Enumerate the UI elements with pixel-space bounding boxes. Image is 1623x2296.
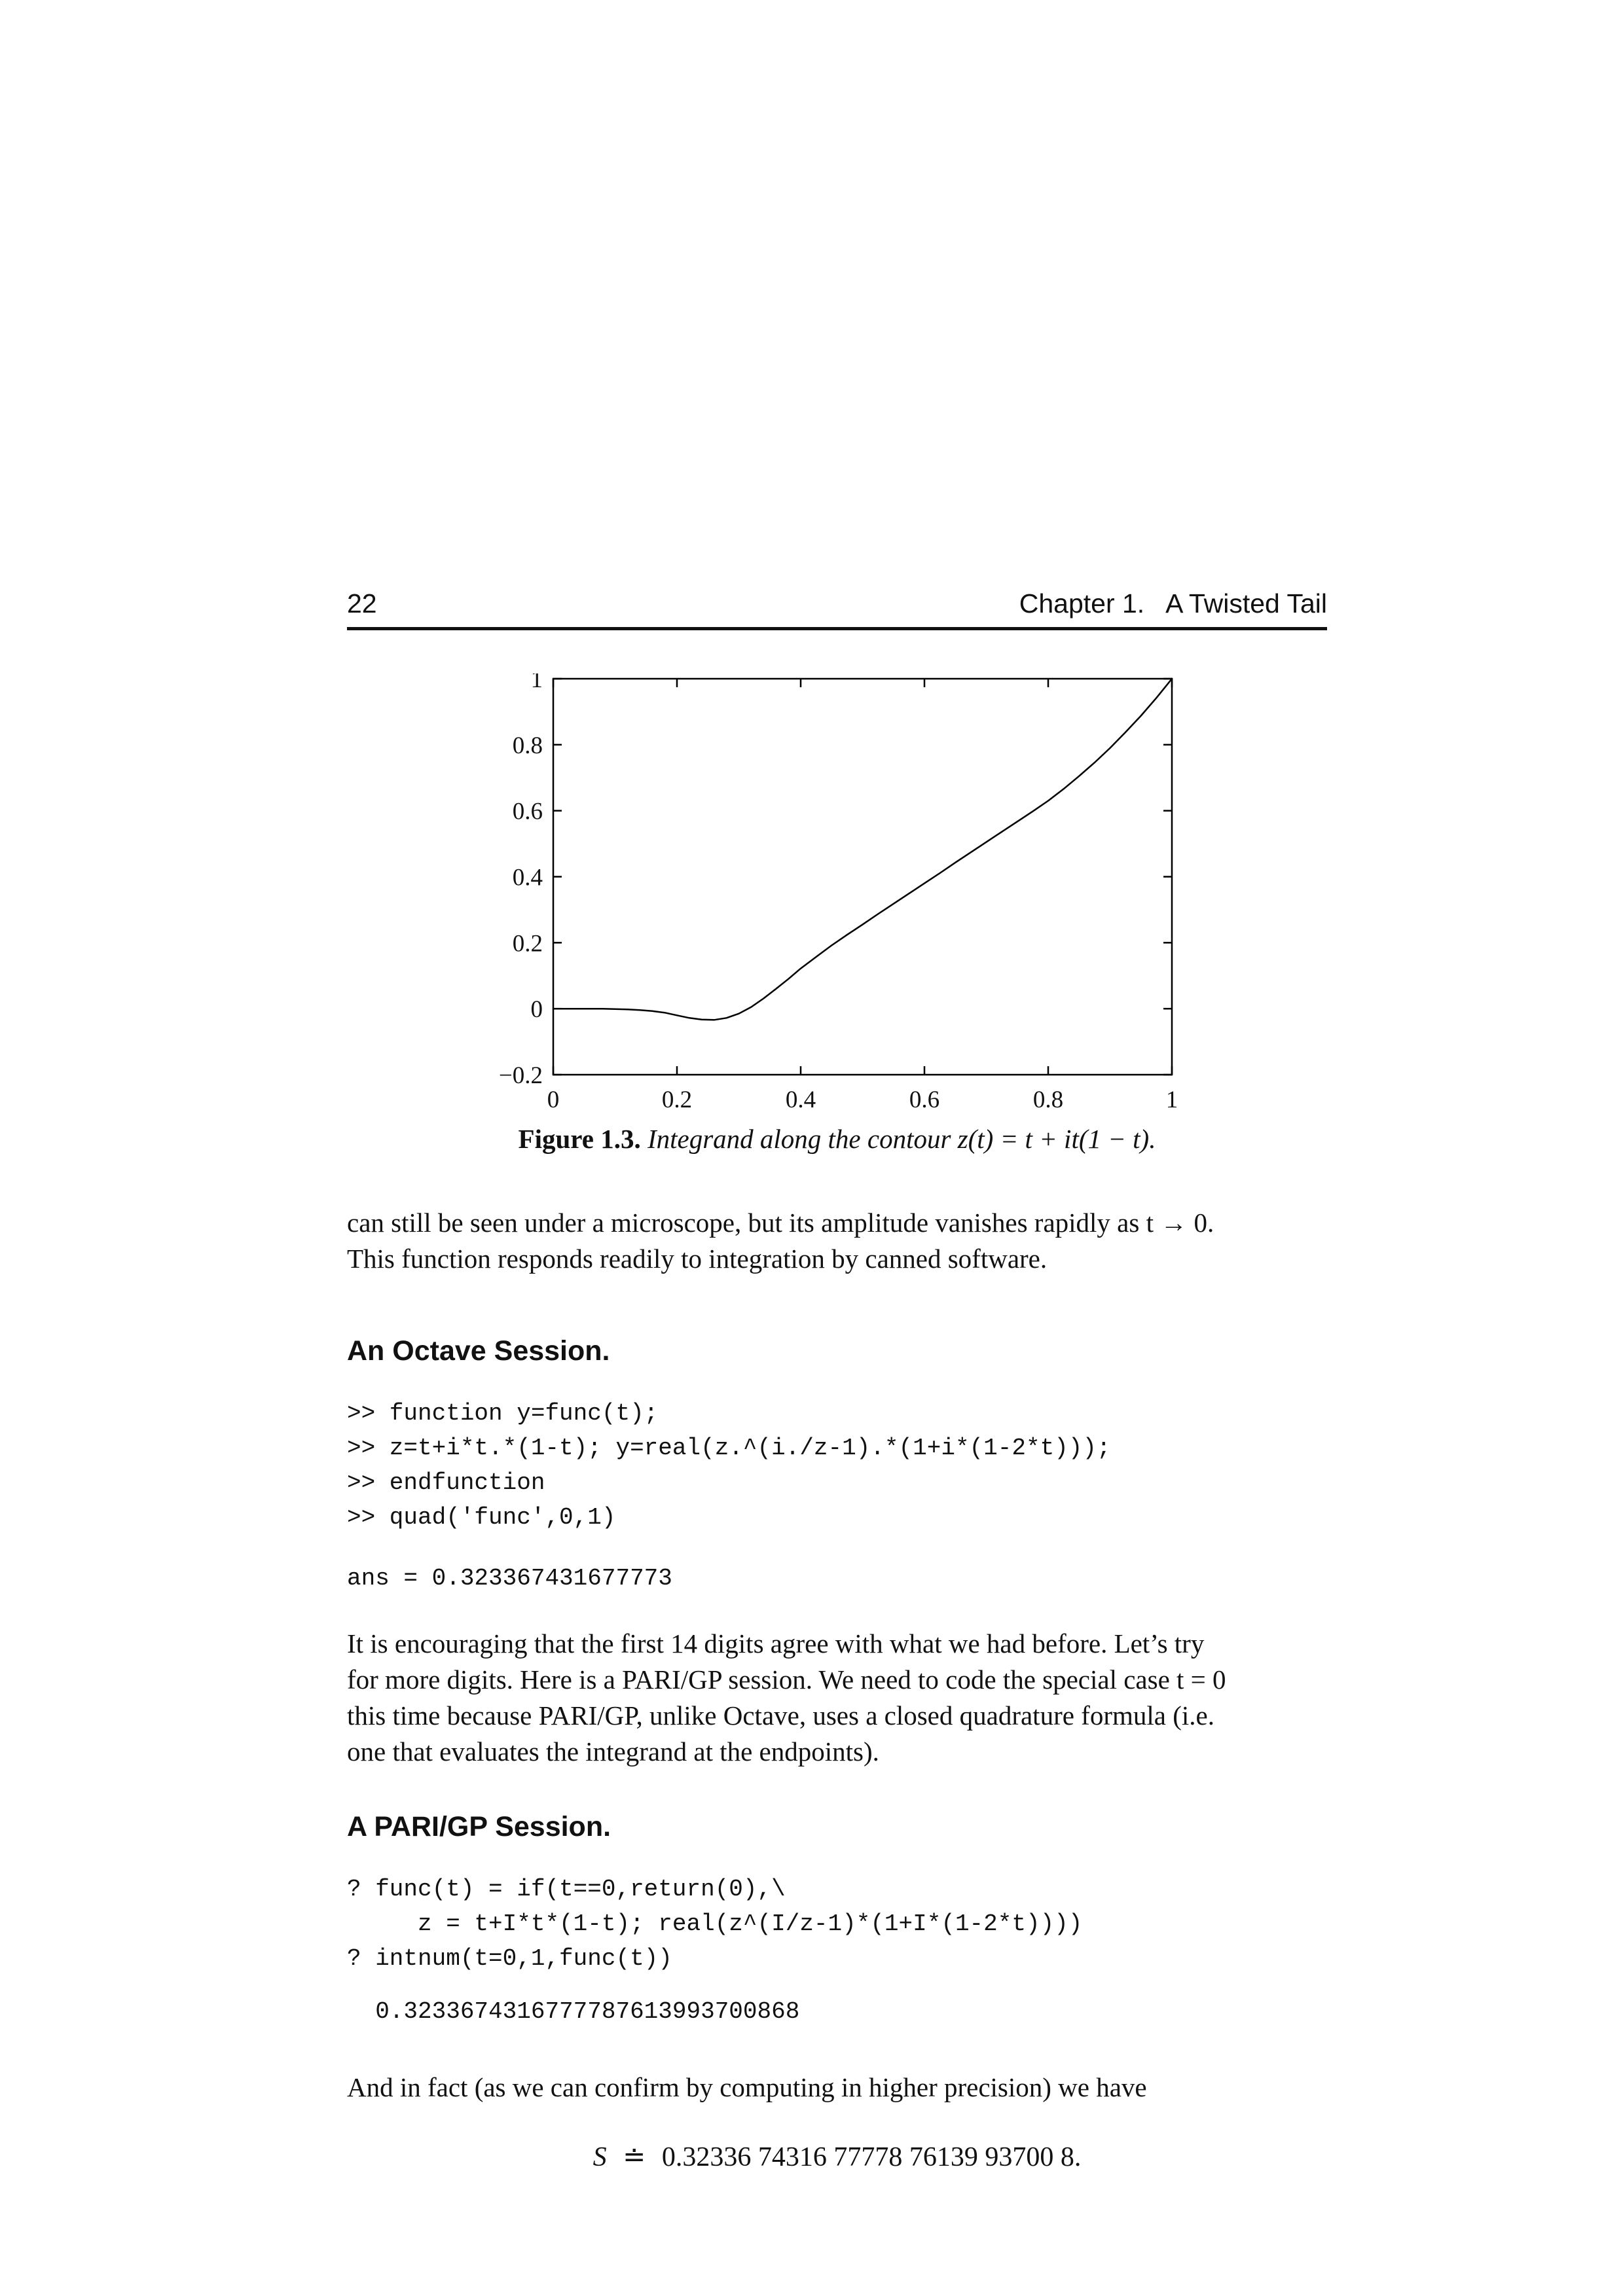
x-tick-label: 0.4 xyxy=(785,1086,816,1113)
page-number: 22 xyxy=(347,588,377,619)
figure-1-3 xyxy=(347,673,1327,1155)
y-tick-label: 0.4 xyxy=(512,864,543,891)
figure-1-3-chart xyxy=(481,673,1241,1113)
plot-border xyxy=(553,679,1172,1075)
pari-result: 0.3233674316777787613993700868 xyxy=(347,1998,800,2025)
figure-caption-label: Figure 1.3. xyxy=(518,1124,641,1154)
integrand-curve xyxy=(553,679,1172,1020)
integrand-line-chart xyxy=(481,673,1241,1113)
x-tick-label: 0.8 xyxy=(1032,1086,1064,1113)
paragraph-confirm: And in fact (as we can confirm by computing in higher precision) we have xyxy=(347,2072,1147,2102)
x-tick-label: 0.6 xyxy=(909,1086,940,1113)
pari-session-heading: A PARI/GP Session. xyxy=(347,1811,611,1842)
figure-caption-text: Integrand along the contour z(t) = t + it(1 − t). xyxy=(647,1124,1156,1154)
figure-caption xyxy=(347,1122,1327,1155)
y-tick-label: −0.2 xyxy=(498,1062,543,1089)
formula-value: 0.32336 74316 77778 76139 93700 8. xyxy=(661,2142,1082,2172)
header-rule xyxy=(347,627,1327,630)
x-tick-label: 0 xyxy=(547,1086,560,1113)
y-tick-label: 0.6 xyxy=(512,798,543,825)
chapter-title: Chapter 1. A Twisted Tail xyxy=(1019,588,1327,619)
octave-result: ans = 0.323367431677773 xyxy=(347,1565,672,1592)
x-tick-label: 1 xyxy=(1165,1086,1178,1113)
x-tick-label: 0.2 xyxy=(661,1086,693,1113)
y-tick-label: 0.8 xyxy=(512,732,543,759)
formula-relation: ≐ xyxy=(623,2142,646,2172)
y-tick-label: 0.2 xyxy=(512,930,543,958)
page-content xyxy=(347,0,1327,2176)
pari-code-block: ? func(t) = if(t==0,return(0),\ z = t+I*t*(1-t); real(z^(I/z-1)*(1+I*(1-2*t)))) ? intnum(t=0,1,func(t)) xyxy=(347,1876,1083,1972)
octave-code-block: >> function y=func(t); >> z=t+i*t.*(1-t); y=real(z.^(i./z-1).*(1+i*(1-2*t))); >> endfunction >> quad('func',0,1) xyxy=(347,1400,1111,1531)
y-tick-label: 1 xyxy=(530,673,543,693)
running-header xyxy=(347,588,1327,619)
paragraph-encouraging: It is encouraging that the first 14 digits agree with what we had before. Let’s try for more digits. Here is a PARI/GP session. We need to code the special case t = 0 this time because PARI/GP, unlike Octave, uses a closed quadrature formula (i.e. one that evaluates the integrand at the endpoints). xyxy=(347,1628,1226,1767)
final-formula xyxy=(347,2140,1327,2176)
y-tick-label: 0 xyxy=(530,996,543,1024)
formula-lhs: S xyxy=(593,2142,607,2172)
octave-session-heading: An Octave Session. xyxy=(347,1335,610,1367)
paragraph-microscope: can still be seen under a microscope, but its amplitude vanishes rapidly as t → 0. This function responds readily to integration by canned software. xyxy=(347,1208,1214,1274)
